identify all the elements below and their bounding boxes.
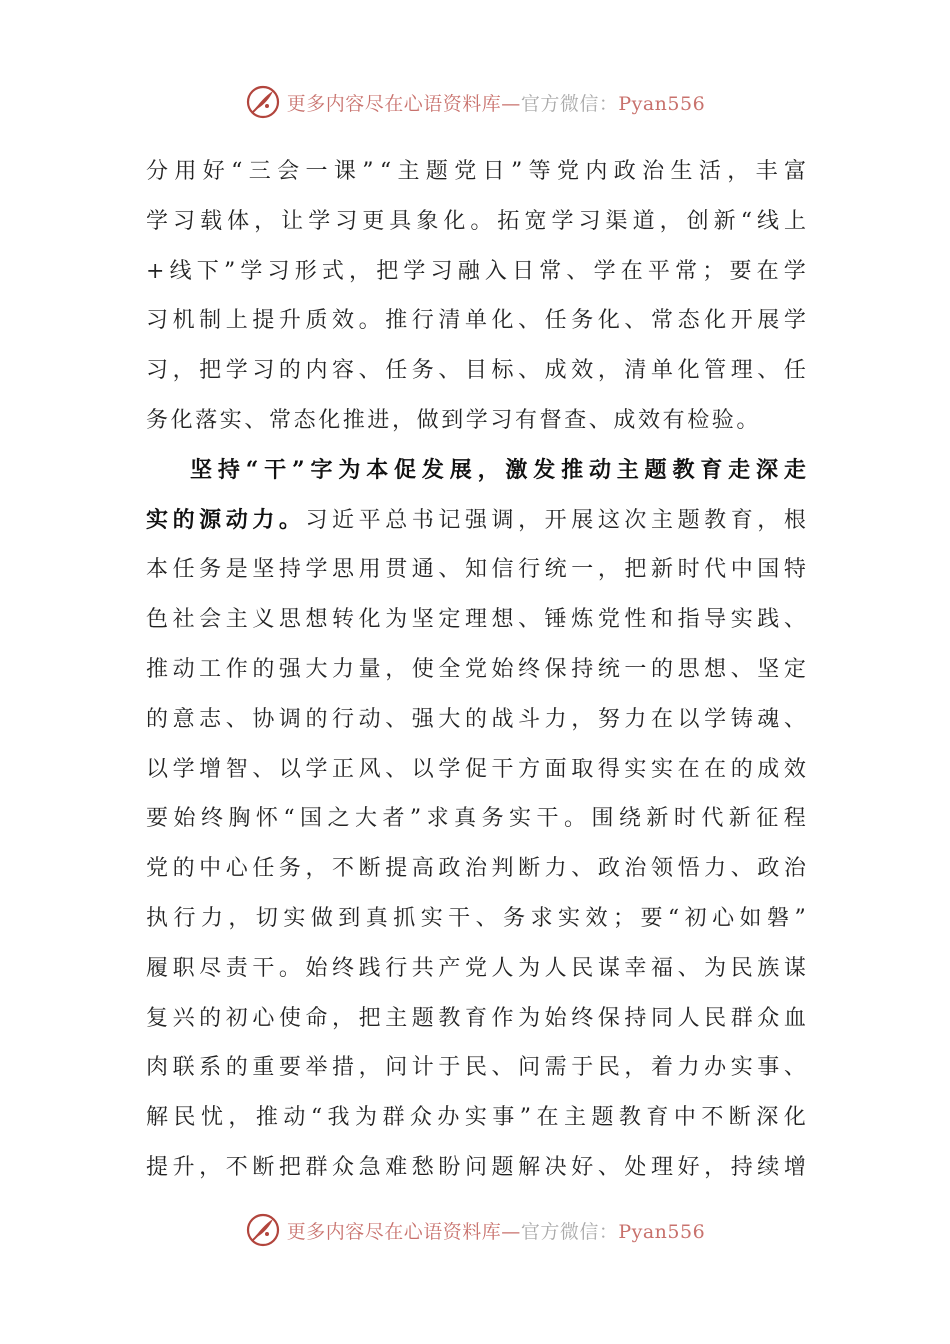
text-line: 色 社 会 主 义 思 想 转 化 为 坚 定 理 想 、 锤 炼 党 性 和 指 导 实 践 、 — [146, 607, 806, 633]
text-line: 分 用 好 “ 三 会 一 课 ” “ 主 题 党 日 ” 等 党 内 政 治 生 活 ， 丰 富 — [146, 159, 806, 184]
text-line: 解 民 忧 ， 推 动 “ 我 为 群 众 办 实 事 ” 在 主 题 教 育 中 不 断 深 化 — [146, 1105, 806, 1131]
heading-line-2: 实 的 源 动 力 。 习 近 平 总 书 记 强 调 ， 开 展 这 次 主 题 教 育 ， 根 — [146, 506, 806, 533]
paragraph-1 — [146, 147, 806, 446]
text-line: 学 习 载 体 ， 让 学 习 更 具 象 化 。 拓 宽 学 习 渠 道 ， 创 新 “ 线 上 — [146, 208, 806, 234]
text-line: 本 任 务 是 坚 持 学 思 用 贯 通 、 知 信 行 统 一 ， 把 新 时 代 中 国 特 — [146, 557, 806, 583]
text-line: 履 职 尽 责 干 。 始 终 践 行 共 产 党 人 为 人 民 谋 幸 福 、 为 民 族 谋 — [146, 955, 806, 981]
paragraph-2 — [146, 446, 806, 1193]
text-line: 习 ， 把 学 习 的 内 容 、 任 务 、 目 标 、 成 效 ， 清 单 化 管 理 、 任 — [146, 358, 806, 384]
quill-stamp-icon — [245, 1212, 281, 1248]
text-line: 习 机 制 上 提 升 质 效 。 推 行 清 单 化 、 任 务 化 、 常 态 化 开 展 学 — [146, 308, 806, 334]
document-body — [146, 147, 806, 1193]
paragraph-2-lines — [146, 545, 806, 1192]
banner-text: 更多内容尽在心语资料库—官方微信：Pyan556 — [286, 92, 706, 115]
footer-banner — [0, 1208, 950, 1252]
text-line: 执 行 力 ， 切 实 做 到 真 抓 实 干 、 务 求 实 效 ； 要 “ 初 心 如 磐 ” — [146, 905, 806, 931]
text-line: 复 兴 的 初 心 使 命 ， 把 主 题 教 育 作 为 始 终 保 持 同 人 民 群 众 血 — [146, 1005, 806, 1031]
text-line: 肉 联 系 的 重 要 举 措 ， 问 计 于 民 、 问 需 于 民 ， 着 力 办 实 事 、 — [146, 1055, 806, 1081]
text-line: 的 意 志 、 协 调 的 行 动 、 强 大 的 战 斗 力 ， 努 力 在 以 学 铸 魂 、 — [146, 706, 806, 732]
text-line: 党 的 中 心 任 务 ， 不 断 提 高 政 治 判 断 力 、 政 治 领 悟 力 、 政 治 — [146, 856, 806, 882]
quill-stamp-icon — [245, 84, 281, 120]
text-line: 务化落实、常态化推进，做到学习有督查、成效有检验。 — [146, 407, 762, 433]
text-line: 推 动 工 作 的 强 大 力 量 ， 使 全 党 始 终 保 持 统 一 的 思 想 、 坚 定 — [146, 656, 806, 682]
header-banner — [0, 80, 950, 124]
banner-text: 更多内容尽在心语资料库—官方微信：Pyan556 — [286, 1220, 706, 1243]
text-line: + 线 下 ” 学 习 形 式 ， 把 学 习 融 入 日 常 、 学 在 平 常 ； 要 在 学 — [146, 258, 806, 284]
text-line: 要 始 终 胸 怀 “ 国 之 大 者 ” 求 真 务 实 干 。 围 绕 新 时 代 新 征 程 — [146, 806, 806, 832]
text-line: 以 学 增 智 、 以 学 正 风 、 以 学 促 干 方 面 取 得 实 实 在 在 的 成 效 — [146, 756, 806, 782]
heading-line-1: 坚 持 “ 干 ” 字 为 本 促 发 展 ， 激 发 推 动 主 题 教 育 走 深 走 — [190, 456, 806, 483]
text-line: 提 升 ， 不 断 把 群 众 急 难 愁 盼 问 题 解 决 好 、 处 理 好 ， 持 续 增 — [146, 1154, 806, 1180]
